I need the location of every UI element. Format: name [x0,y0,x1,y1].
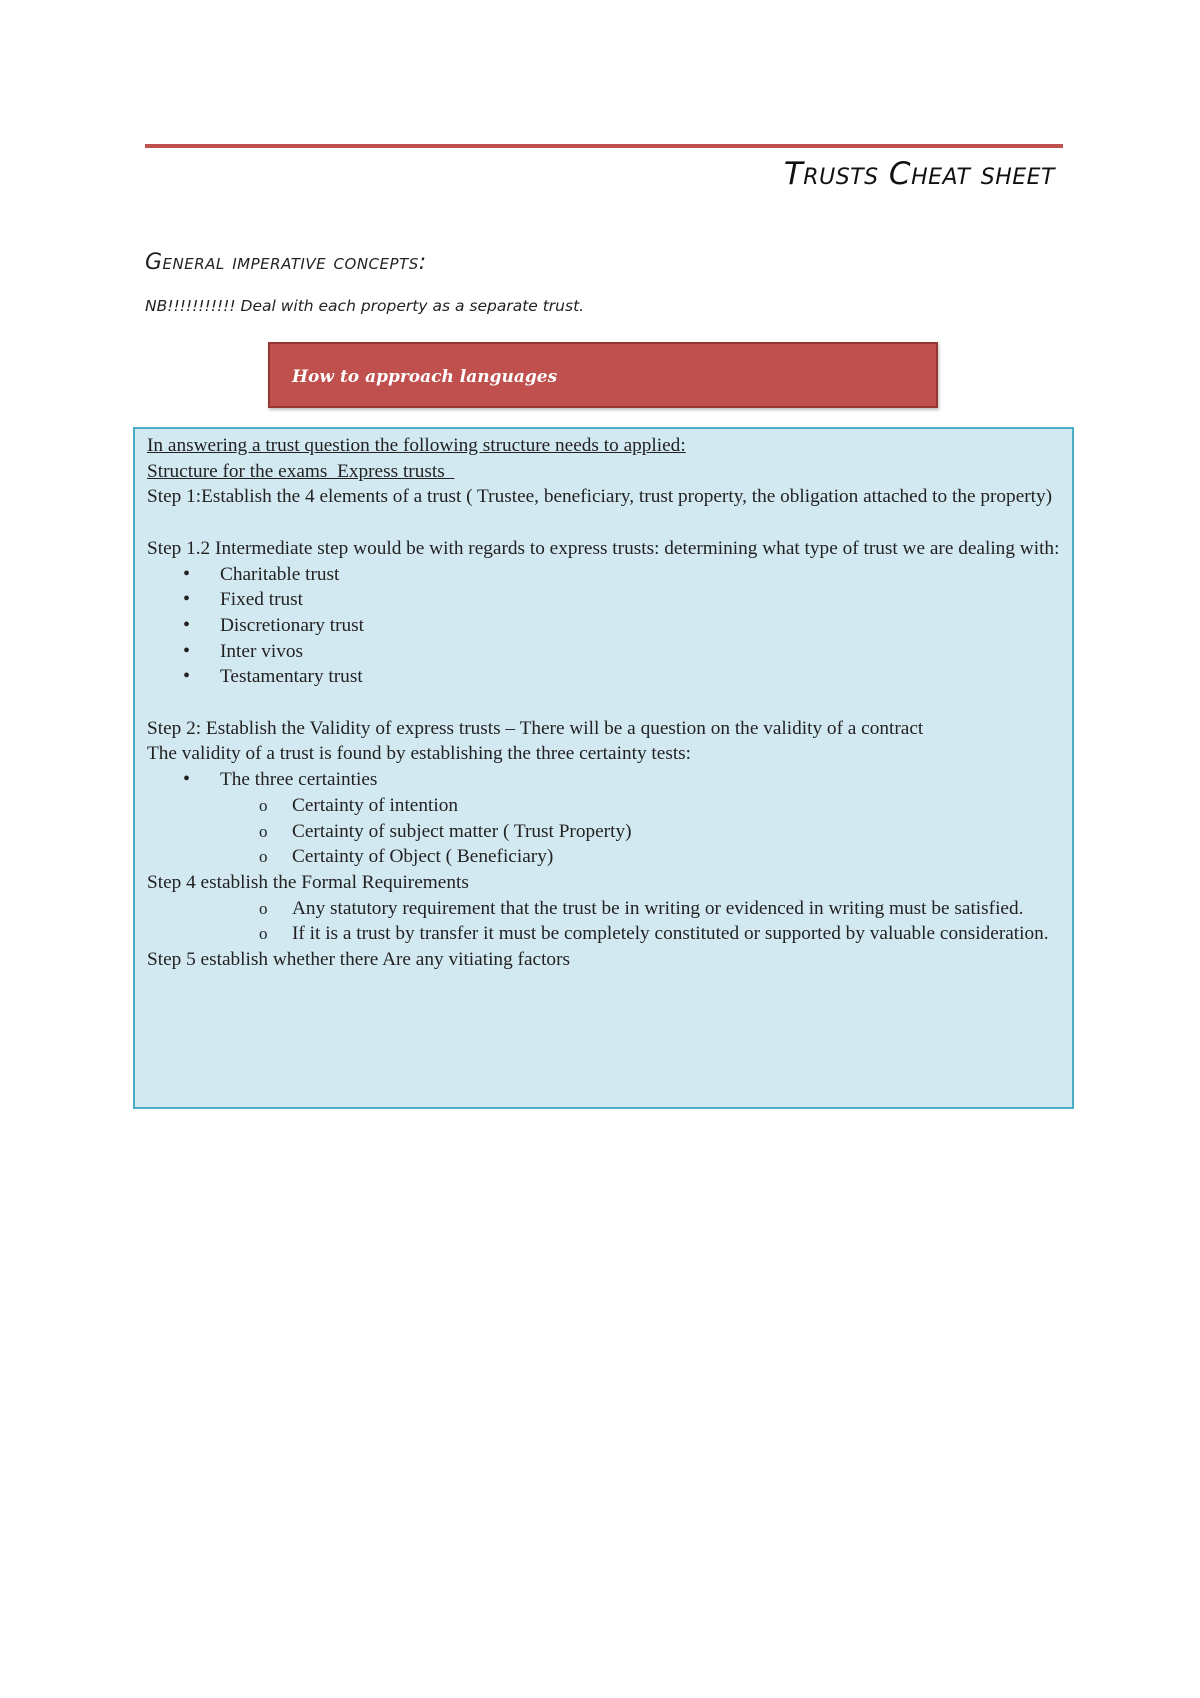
list-item: • Inter vivos [147,639,1062,665]
certainties-list [147,793,1062,870]
callout-banner [268,342,938,408]
step-2: Step 2: Establish the Validity of express trusts – There will be a question on the validity of a contract [147,717,924,739]
certainties-bullet [147,767,1062,793]
list-item: o Certainty of intention [147,793,1062,819]
step-4: Step 4 establish the Formal Requirements [147,871,469,893]
list-item: • The three certainties [147,767,1062,793]
callout-label: How to approach languages [292,367,558,387]
document-title: Trusts Cheat sheet [783,156,1055,192]
formal-requirements-list [147,896,1062,947]
validity-line: The validity of a trust is found by establishing the three certainty tests: [147,743,692,765]
nb-note: NB!!!!!!!!!!! Deal with each property as a separate trust. [145,297,585,315]
step-5: Step 5 establish whether there Are any vitiating factors [147,949,570,971]
list-item: o Any statutory requirement that the trust be in writing or evidenced in writing must be satisfied. [147,896,1062,922]
list-item: • Fixed trust [147,587,1062,613]
spacer [147,690,1062,716]
list-item: o If it is a trust by transfer it must be completely constituted or supported by valuable consideration. [147,921,1062,947]
trust-types-list [147,562,1062,691]
list-item: o Certainty of Object ( Beneficiary) [147,844,1062,870]
structure-line: Structure for the exams Express trusts [147,460,455,482]
spacer [147,510,1062,536]
list-item: • Discretionary trust [147,613,1062,639]
step-1: Step 1:Establish the 4 elements of a trust ( Trustee, beneficiary, trust property, the obligation attached to the property) [147,486,1053,508]
header-rule [145,144,1063,148]
step-1-2: Step 1.2 Intermediate step would be with regards to express trusts: determining what type of trust we are dealing with: [147,537,1060,559]
intro-line: In answering a trust question the following structure needs to applied: [147,435,686,456]
section-heading: General imperative concepts: [145,250,427,275]
structure-box [133,427,1074,1109]
list-item: • Testamentary trust [147,664,1062,690]
list-item: o Certainty of subject matter ( Trust Property) [147,819,1062,845]
list-item: • Charitable trust [147,562,1062,588]
